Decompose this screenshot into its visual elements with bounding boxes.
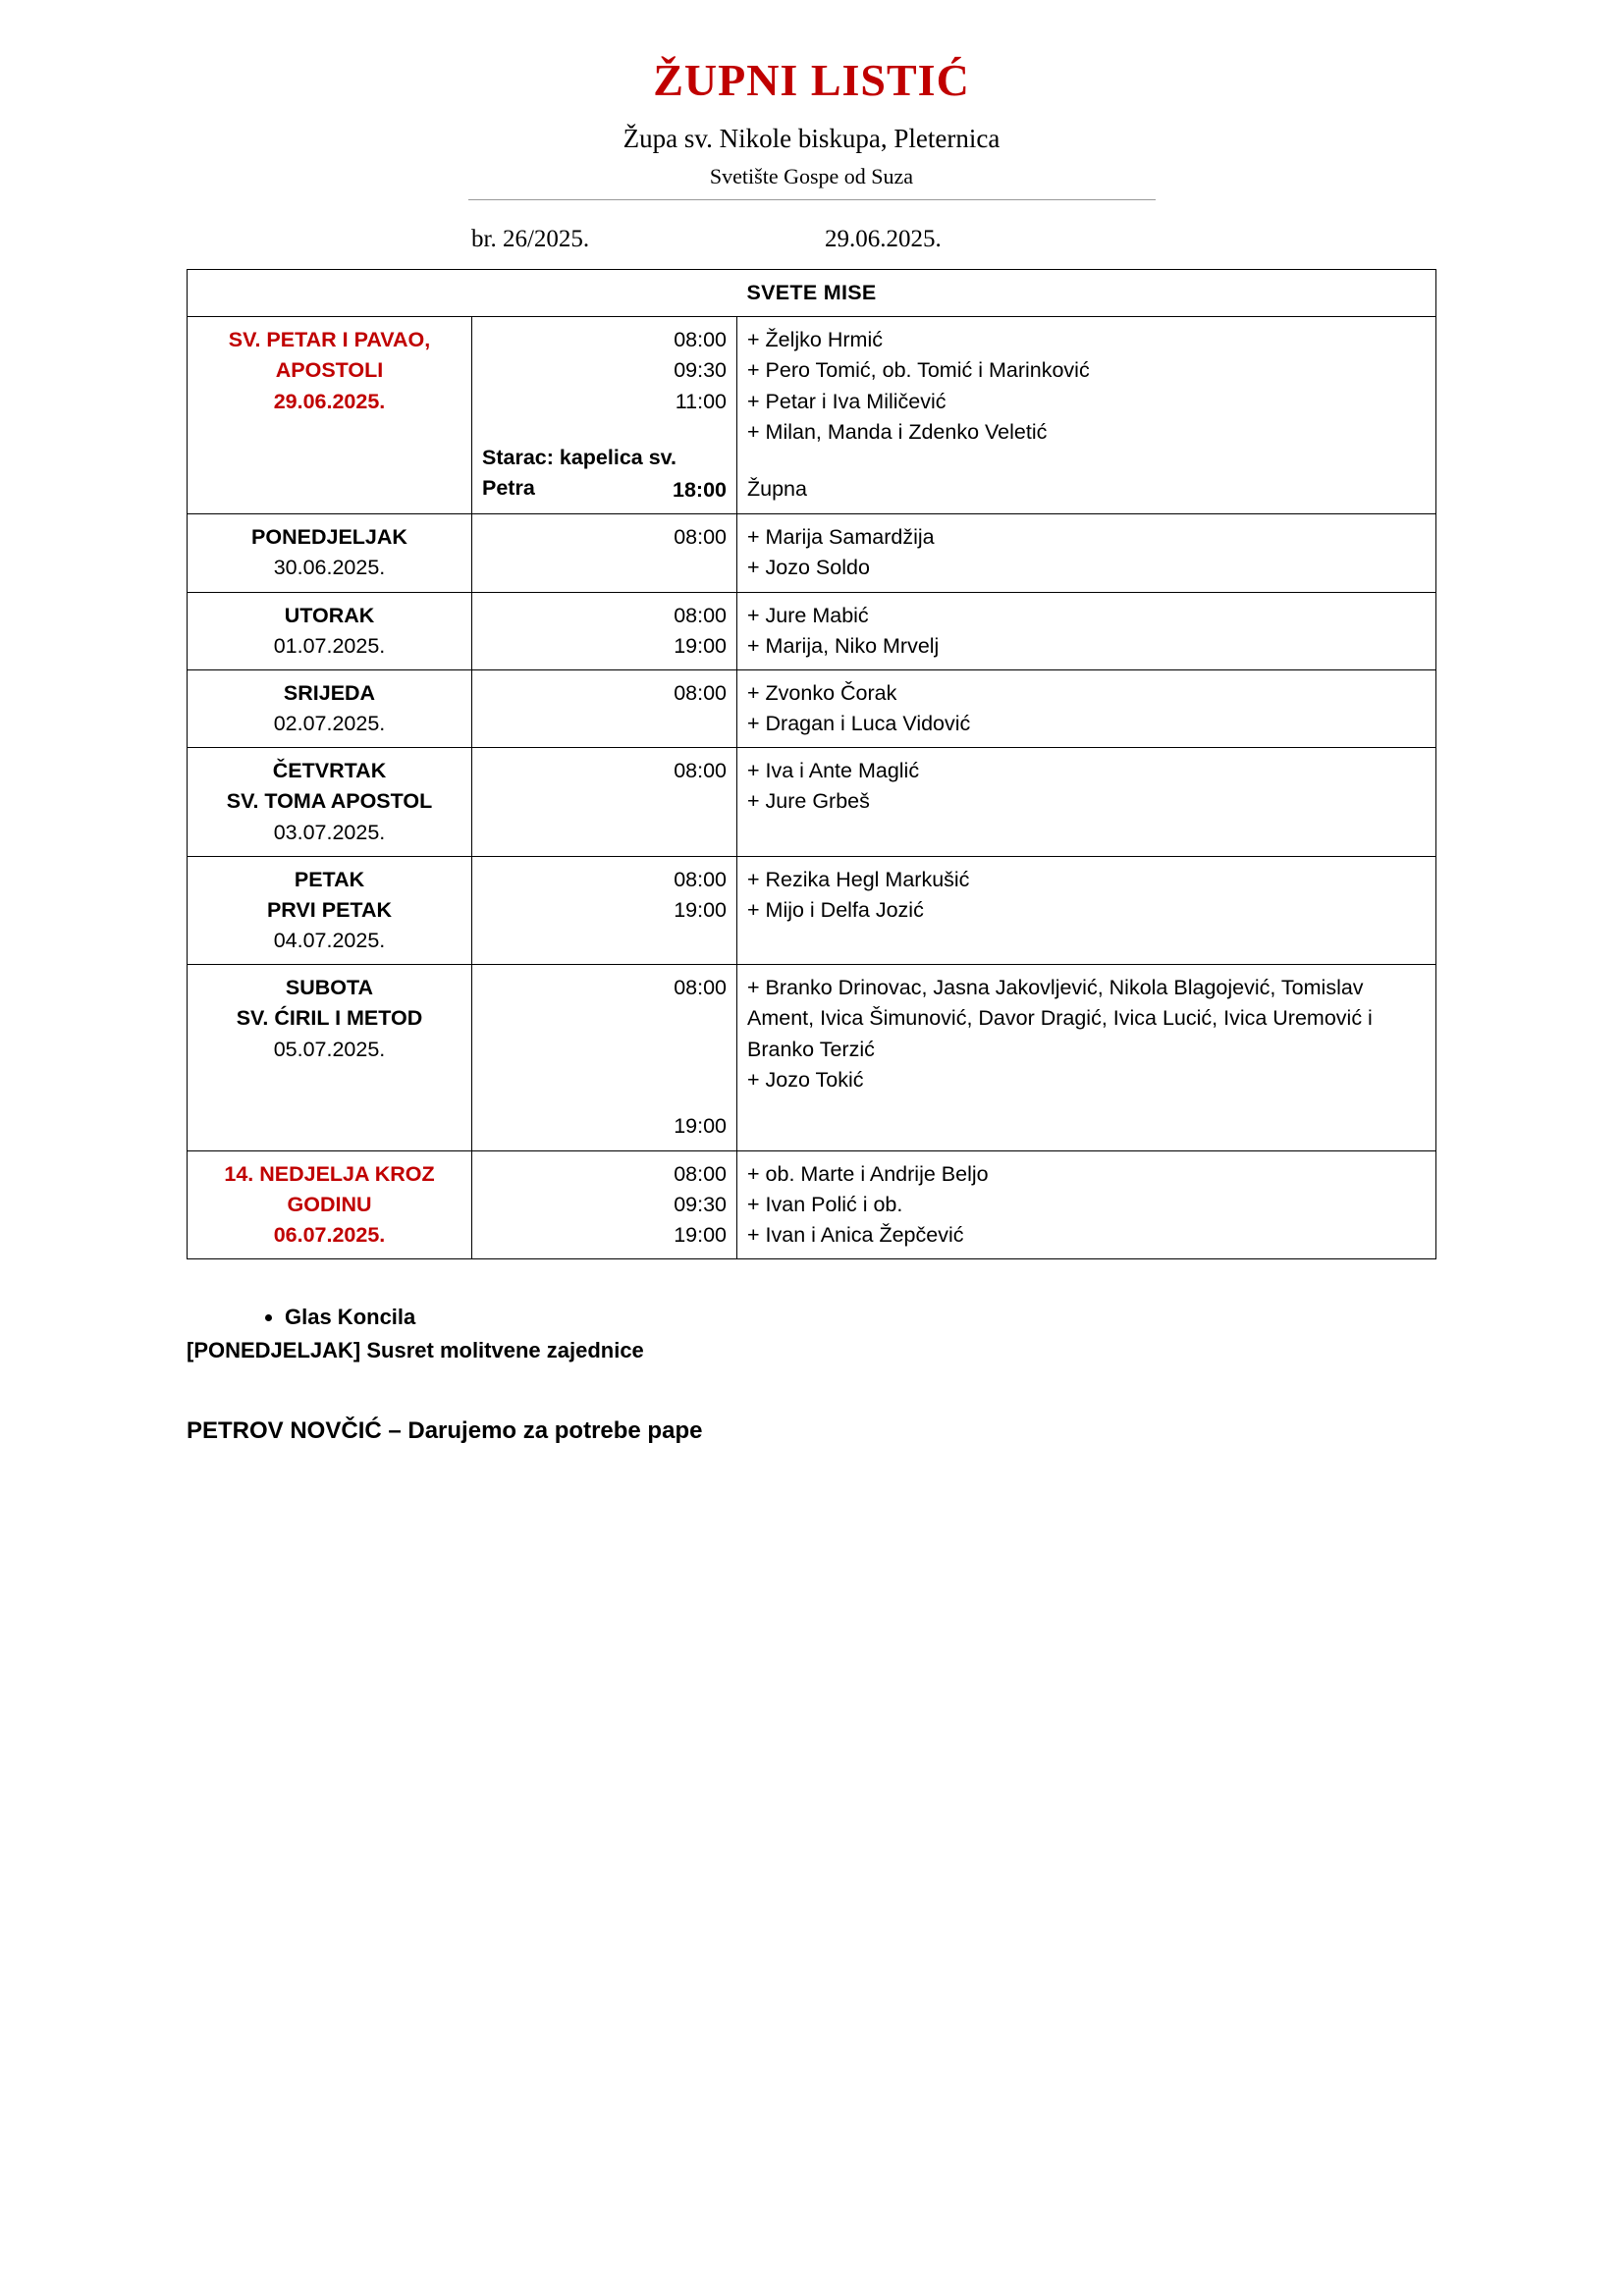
intention: + Pero Tomić, ob. Tomić i Marinković [747, 358, 1090, 383]
table-row [188, 856, 1436, 965]
table-header-row [188, 270, 1436, 317]
table-row [188, 965, 1436, 1150]
list-item: • Glas Koncila [285, 1305, 1436, 1330]
intention: + Milan, Manda i Zdenko Veletić [747, 419, 1048, 444]
mass-time: 08:00 [674, 759, 727, 783]
intention: Župna [747, 476, 807, 501]
day-cell [188, 317, 472, 514]
table-row [188, 1150, 1436, 1259]
time-cell [472, 514, 737, 592]
day-cell [188, 592, 472, 669]
time-cell [472, 669, 737, 747]
intention-cell [737, 592, 1436, 669]
day-line: SRIJEDA [283, 680, 376, 705]
intention-cell [737, 514, 1436, 592]
time-cell [472, 748, 737, 857]
issue-number: br. 26/2025. [471, 226, 590, 252]
day-cell [188, 514, 472, 592]
spacer [747, 448, 1426, 474]
mass-time: 19:00 [674, 1222, 727, 1247]
day-cell [188, 856, 472, 965]
intention: + Zvonko Čorak [747, 680, 897, 705]
day-line: 14. NEDJELJA KROZ [224, 1161, 435, 1186]
day-line: ČETVRTAK [272, 759, 387, 783]
intention: + Petar i Iva Miličević [747, 389, 947, 413]
mass-time: 19:00 [674, 1114, 727, 1139]
intention-cell [737, 856, 1436, 965]
time-cell [472, 856, 737, 965]
mass-time: 11:00 [675, 389, 727, 413]
intention-cell [737, 669, 1436, 747]
table-heading: SVETE MISE [188, 270, 1436, 317]
mass-time: 09:30 [674, 1192, 727, 1216]
note-line: [PONEDJELJAK] Susret molitvene zajednice [187, 1338, 644, 1363]
mass-time: 08:00 [674, 867, 727, 891]
day-line: SV. TOMA APOSTOL [226, 789, 433, 814]
intention: + Marija, Niko Mrvelj [747, 633, 940, 658]
table-row [188, 592, 1436, 669]
intention: + Jure Grbeš [747, 789, 870, 814]
intention: + Mijo i Delfa Jozić [747, 897, 924, 922]
table-row [188, 669, 1436, 747]
day-cell [188, 748, 472, 857]
day-line: PETAK [294, 867, 365, 891]
mass-place-label: Starac: kapelica sv. Petra [482, 445, 677, 500]
intention: + Iva i Ante Maglić [747, 759, 920, 783]
intention: + Marija Samardžija [747, 525, 935, 550]
day-date: 01.07.2025. [273, 633, 386, 658]
intention-cell [737, 317, 1436, 514]
mass-time: 19:00 [674, 633, 727, 658]
day-date: 02.07.2025. [273, 712, 386, 736]
day-cell [188, 1150, 472, 1259]
table-row [188, 317, 1436, 514]
mass-time: 08:00 [674, 976, 727, 1000]
day-line: PRVI PETAK [266, 897, 393, 922]
day-date: 30.06.2025. [273, 556, 386, 580]
intention: + Jure Mabić [747, 603, 869, 627]
intention: + Željko Hrmić [747, 328, 883, 352]
parish-name: Župa sv. Nikole biskupa, Pleternica [622, 124, 1001, 153]
mass-time: 08:00 [674, 680, 727, 705]
intention-cell [737, 1150, 1436, 1259]
note-strong: PETROV NOVČIĆ – Darujemo za potrebe pape [187, 1417, 703, 1445]
intention: + ob. Marte i Andrije Beljo [747, 1161, 989, 1186]
mass-time: 19:00 [674, 897, 727, 922]
day-date: 06.07.2025. [273, 1222, 386, 1247]
time-cell [472, 317, 737, 514]
intention: + Ivan i Anica Žepčević [747, 1222, 964, 1247]
intention: + Jozo Soldo [747, 556, 870, 580]
mass-time: 08:00 [674, 328, 727, 352]
day-cell [188, 669, 472, 747]
day-line: GODINU [287, 1192, 372, 1216]
intention: + Ivan Polić i ob. [747, 1192, 903, 1216]
mass-time: 08:00 [674, 525, 727, 550]
day-line: SV. ĆIRIL I METOD [236, 1006, 423, 1031]
header-divider [468, 199, 1156, 200]
intention: + Jozo Tokić [747, 1067, 864, 1092]
mass-schedule-table [187, 269, 1436, 1259]
intention-cell [737, 748, 1436, 857]
time-cell [472, 965, 737, 1150]
shrine-name: Svetište Gospe od Suza [709, 164, 914, 188]
day-date: 05.07.2025. [273, 1037, 386, 1061]
day-cell [188, 965, 472, 1150]
issue-date: 29.06.2025. [825, 226, 942, 252]
day-date: 29.06.2025. [273, 389, 386, 413]
mass-time: 18:00 [673, 478, 727, 503]
mass-time: 08:00 [674, 603, 727, 627]
mass-time: 08:00 [674, 1161, 727, 1186]
intention-cell [737, 965, 1436, 1150]
notes-section [187, 1305, 1436, 1445]
day-line: UTORAK [284, 603, 375, 627]
day-date: 04.07.2025. [273, 929, 386, 953]
table-row [188, 748, 1436, 857]
intention: + Rezika Hegl Markušić [747, 867, 970, 891]
issue-row [187, 226, 1436, 253]
intention: + Branko Drinovac, Jasna Jakovljević, Nikola Blagojević, Tomislav Ament, Ivica Šimunović, Davor Dragić, Ivica Lucić, Ivica Uremović i Branko Terzić [747, 976, 1373, 1061]
mass-time: 09:30 [674, 358, 727, 383]
day-line: APOSTOLI [275, 358, 384, 383]
time-cell [472, 1150, 737, 1259]
day-line: SV. PETAR I PAVAO, [228, 328, 431, 352]
day-line: SUBOTA [285, 976, 374, 1000]
notes-bullet-list [187, 1305, 1436, 1330]
time-cell [472, 592, 737, 669]
day-line: PONEDJELJAK [251, 525, 407, 550]
intention: + Dragan i Luca Vidović [747, 712, 971, 736]
page-title: ŽUPNI LISTIĆ [653, 55, 970, 105]
day-date: 03.07.2025. [273, 820, 386, 844]
table-row [188, 514, 1436, 592]
